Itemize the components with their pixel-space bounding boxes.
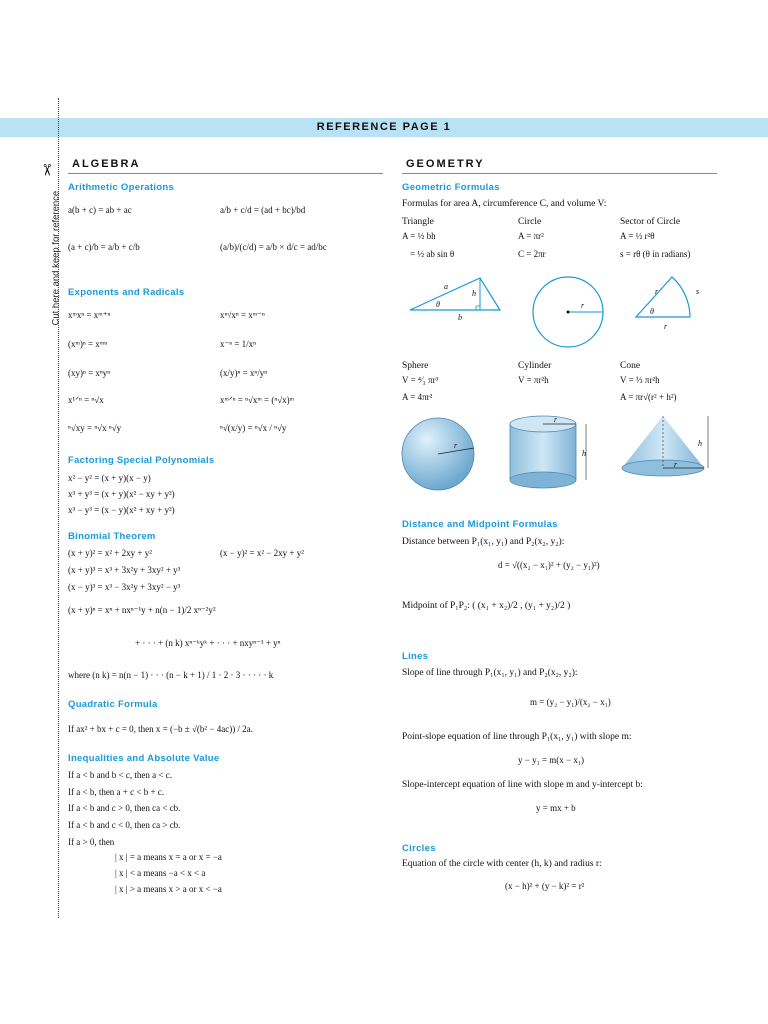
heading-distance: Distance and Midpoint Formulas (402, 519, 558, 530)
binom-coefficient: where (n k) = n(n − 1) · · · (n − k + 1) / 1 · 2 · 3 · · · · · k (68, 670, 274, 680)
heading-geometric-formulas: Geometric Formulas (402, 182, 500, 193)
ineq-line: If a < b and c < 0, then ca > cb. (68, 820, 181, 830)
solid-figures (398, 412, 718, 492)
formula-fraction-add: a/b + c/d = (ad + bc)/bd (220, 205, 306, 215)
sphere-area: A = 4πr² (402, 392, 433, 402)
exp-rule: xᵐᐟⁿ = ⁿ√xᵐ = (ⁿ√x)ᵐ (220, 395, 295, 405)
heading-arithmetic: Arithmetic Operations (68, 182, 175, 193)
cut-note: Cut here and keep for reference (50, 190, 62, 326)
sphere-figure (402, 418, 474, 490)
svg-text:r: r (655, 287, 659, 296)
exp-rule: xᵐ/xⁿ = xᵐ⁻ⁿ (220, 310, 265, 320)
cone-volume: V = ⅓ πr²h (620, 375, 660, 385)
poly-line: x² − y² = (x + y)(x − y) (68, 473, 151, 483)
binom-line: (x + y)² = x² + 2xy + y² (68, 548, 152, 558)
heading-lines: Lines (402, 651, 429, 662)
svg-text:b: b (458, 313, 462, 322)
poly-line: x³ − y³ = (x − y)(x² + xy + y²) (68, 505, 175, 515)
exp-rule: ⁿ√xy = ⁿ√x ⁿ√y (68, 423, 122, 433)
triangle-area: A = ½ bh (402, 231, 436, 241)
slope-intercept-intro: Slope-intercept equation of line with slope m and y-intercept b: (402, 780, 643, 790)
triangle-label: Triangle (402, 217, 434, 227)
algebra-title: ALGEBRA (72, 158, 141, 170)
circle-label: Circle (518, 217, 542, 227)
cylinder-figure (510, 415, 586, 488)
circle-circumference: C = 2πr (518, 249, 546, 259)
ineq-line: If a < b, then a + c < b + c. (68, 787, 165, 797)
formula-fraction-divide: (a/b)/(c/d) = a/b × d/c = ad/bc (220, 242, 327, 252)
abs-line: | x | = a means x = a or x = −a (115, 852, 222, 862)
formula-distributive: a(b + c) = ab + ac (68, 205, 132, 215)
geometry-title: GEOMETRY (406, 158, 485, 170)
binom-line: + · · · + (n k) xⁿ⁻ᵏyᵏ + · · · + nxyⁿ⁻¹ + yⁿ (135, 638, 281, 648)
sector-label: Sector of Circle (620, 217, 681, 227)
heading-binomial: Binomial Theorem (68, 531, 156, 542)
slope-intercept-formula: y = mx + b (536, 803, 576, 813)
triangle-area-sine: = ½ ab sin θ (410, 249, 455, 259)
binom-line: (x − y)³ = x³ − 3x²y + 3xy² − y³ (68, 582, 181, 592)
cone-figure (622, 416, 708, 476)
triangle-figure (410, 278, 500, 322)
exp-rule: x¹ᐟⁿ = ⁿ√x (68, 395, 104, 405)
distance-intro: Distance between P₁(x₁, y₁) and P₂(x₂, y₂): (402, 537, 565, 547)
cylinder-label: Cylinder (518, 361, 552, 371)
algebra-rule (68, 173, 383, 174)
geometry-rule (402, 173, 717, 174)
heading-circles: Circles (402, 843, 436, 854)
ineq-line: If a < b and c > 0, then ca < cb. (68, 803, 181, 813)
svg-text:h: h (472, 289, 476, 298)
svg-text:r: r (554, 415, 558, 424)
quadratic-formula: If ax² + bx + c = 0, then x = (−b ± √(b² − 4ac)) / 2a. (68, 724, 253, 734)
midpoint-formula: Midpoint of P₁P₂: ( (x₁ + x₂)/2 , (y₁ + y₂)/2 ) (402, 601, 571, 611)
point-slope-intro: Point-slope equation of line through P₁(x₁, y₁) with slope m: (402, 732, 632, 742)
formula-fraction-split: (a + c)/b = a/b + c/b (68, 242, 140, 252)
scissors-icon: ✂ (37, 163, 55, 177)
abs-line: | x | > a means x > a or x < −a (115, 884, 222, 894)
distance-formula: d = √((x₂ − x₁)² + (y₂ − y₁)²) (498, 560, 600, 570)
point-slope-formula: y − y₁ = m(x − x₁) (518, 755, 584, 765)
cone-area: A = πr√(r² + h²) (620, 392, 677, 402)
abs-line: | x | < a means −a < x < a (115, 868, 206, 878)
svg-text:θ: θ (436, 300, 440, 309)
geometric-intro: Formulas for area A, circumference C, and volume V: (402, 199, 607, 209)
exp-rule: (xᵐ)ⁿ = xᵐⁿ (68, 339, 108, 349)
cylinder-volume: V = πr²h (518, 375, 549, 385)
slope-formula: m = (y₂ − y₁)/(x₂ − x₁) (530, 697, 611, 707)
slope-intro: Slope of line through P₁(x₁, y₁) and P₂(x₂, y₂): (402, 668, 578, 678)
circle-area: A = πr² (518, 231, 544, 241)
svg-text:r: r (664, 322, 668, 331)
circle-equation-intro: Equation of the circle with center (h, k) and radius r: (402, 859, 602, 869)
heading-inequalities: Inequalities and Absolute Value (68, 753, 220, 764)
circle-figure (533, 277, 603, 347)
heading-exponents: Exponents and Radicals (68, 287, 185, 298)
svg-text:s: s (696, 287, 700, 296)
svg-text:r: r (454, 441, 458, 450)
exp-rule: xᵐxⁿ = xᵐ⁺ⁿ (68, 310, 111, 320)
svg-text:r: r (674, 460, 678, 469)
heading-polynomials: Factoring Special Polynomials (68, 455, 215, 466)
svg-text:h: h (582, 449, 586, 458)
sector-area: A = ½ r²θ (620, 231, 655, 241)
exp-rule: (x/y)ⁿ = xⁿ/yⁿ (220, 368, 268, 378)
sphere-volume: V = ⁴⁄₃ πr³ (402, 375, 439, 385)
sector-arc: s = rθ (θ in radians) (620, 249, 691, 259)
cone-label: Cone (620, 361, 641, 371)
plane-figures (400, 270, 720, 350)
exp-rule: ⁿ√(x/y) = ⁿ√x / ⁿ√y (220, 423, 287, 433)
sector-figure (636, 277, 699, 331)
poly-line: x³ + y³ = (x + y)(x² − xy + y²) (68, 489, 175, 499)
svg-text:θ: θ (650, 307, 654, 316)
exp-rule: (xy)ⁿ = xⁿyⁿ (68, 368, 111, 378)
circle-equation: (x − h)² + (y − k)² = r² (505, 881, 585, 891)
binom-line: (x − y)² = x² − 2xy + y² (220, 548, 304, 558)
page-title: REFERENCE PAGE 1 (316, 121, 452, 133)
svg-text:h: h (698, 439, 702, 448)
ineq-line: If a < b and b < c, then a < c. (68, 770, 172, 780)
svg-text:a: a (444, 282, 448, 291)
heading-quadratic: Quadratic Formula (68, 699, 158, 710)
ineq-line: If a > 0, then (68, 837, 115, 847)
sphere-label: Sphere (402, 361, 429, 371)
binom-line: (x + y)ⁿ = xⁿ + nxⁿ⁻¹y + n(n − 1)/2 xⁿ⁻²y² (68, 605, 216, 615)
binom-line: (x + y)³ = x³ + 3x²y + 3xy² + y³ (68, 565, 181, 575)
svg-text:r: r (581, 301, 585, 310)
exp-rule: x⁻ⁿ = 1/xⁿ (220, 339, 256, 349)
